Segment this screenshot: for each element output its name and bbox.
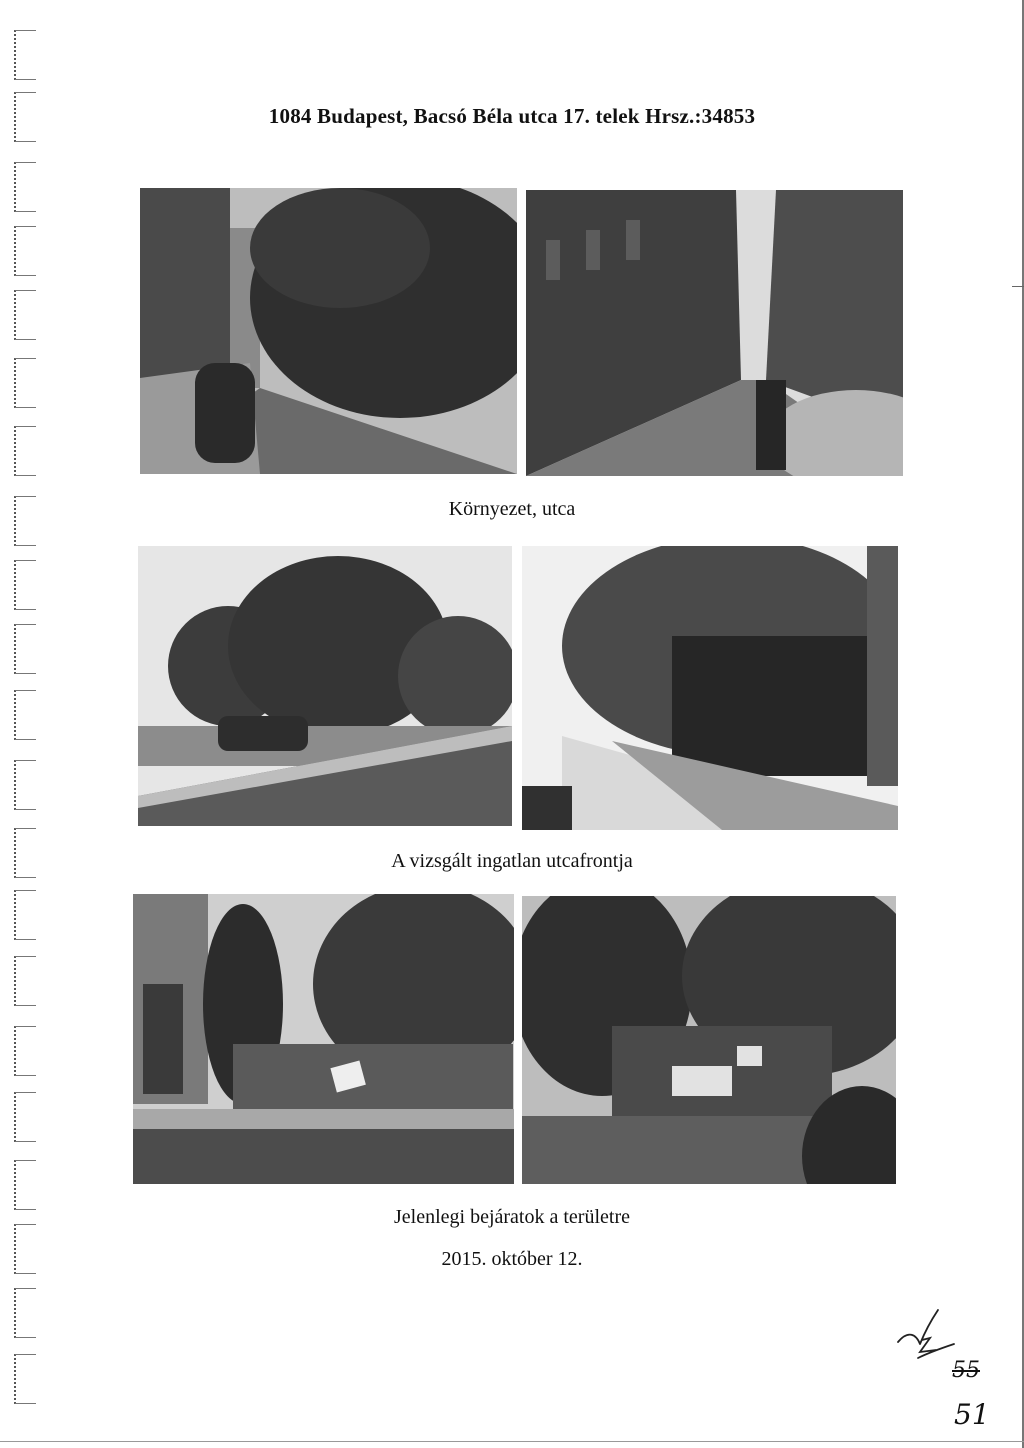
photo-street-front-left: [138, 546, 512, 826]
page-number-new: 51: [954, 1398, 990, 1431]
page-edge-tick: [1012, 286, 1024, 287]
photo-street-view-right: [526, 190, 903, 476]
caption-street-front: A vizsgált ingatlan utcafrontja: [391, 850, 633, 872]
document-date: 2015. október 12.: [441, 1248, 583, 1270]
photo-street-front-right: [522, 546, 898, 830]
document-title: 1084 Budapest, Bacsó Béla utca 17. telek Hrsz.:34853: [268, 104, 756, 128]
page-bottom-line: [0, 1441, 1024, 1442]
page-number: [948, 1358, 1008, 1438]
binder-hole-marks: [14, 20, 44, 1400]
caption-entrances: Jelenlegi bejáratok a területre: [394, 1206, 630, 1228]
caption-environment: Környezet, utca: [448, 498, 576, 520]
photo-entrance-left: [133, 894, 514, 1184]
page-number-old: 55: [952, 1358, 980, 1383]
photo-entrance-right: [522, 896, 896, 1184]
photo-street-view-left: [140, 188, 517, 474]
